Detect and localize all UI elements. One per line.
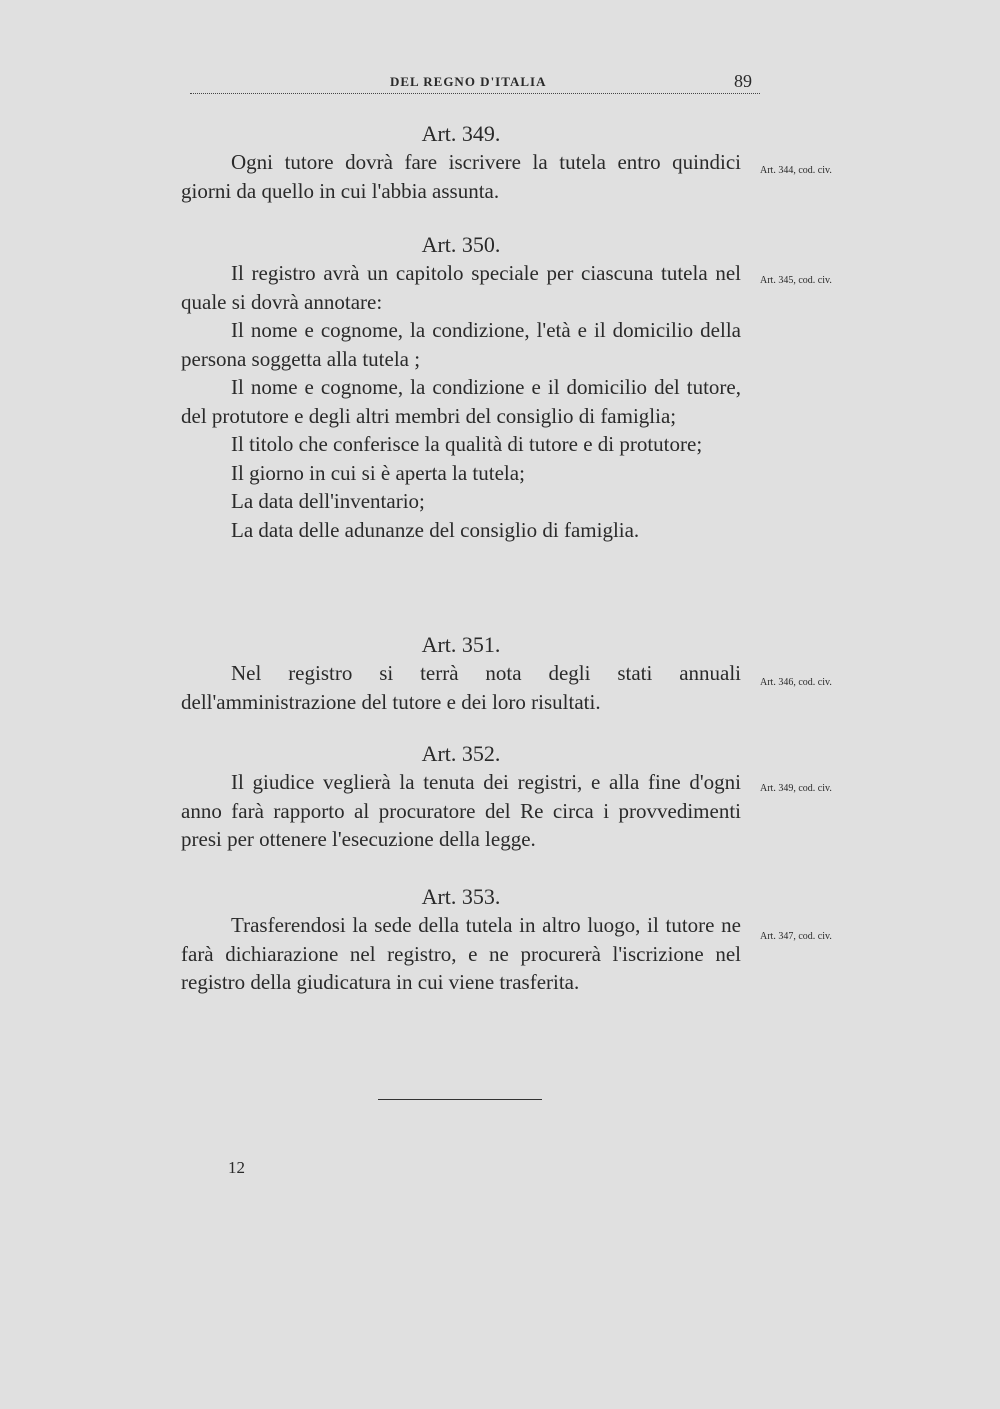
article-heading: Art. 351. — [421, 632, 501, 657]
article-heading: Art. 352. — [421, 741, 501, 766]
article-paragraph: Il registro avrà un capitolo speciale per ciascuna tutela nel quale si dovrà annotare: — [181, 261, 741, 314]
margin-reference: Art. 345, cod. civ. — [760, 275, 832, 286]
article-paragraph: Il giorno in cui si è aperta la tutela; — [231, 460, 525, 485]
article-352 — [181, 740, 741, 854]
article-paragraph: La data delle adunanze del consiglio di famiglia. — [231, 517, 640, 542]
signature-mark: 12 — [228, 1158, 245, 1177]
article-heading: Art. 353. — [421, 884, 501, 909]
page-number: 89 — [734, 71, 752, 91]
closing-rule — [378, 1099, 542, 1100]
article-paragraph: Il nome e cognome, la condizione, l'età e il domicilio della persona soggetta alla tutela ; — [181, 318, 741, 371]
article-paragraph: Nel registro si terrà nota degli stati annuali dell'amministrazione del tutore e dei loro risultati. — [181, 661, 741, 714]
margin-reference: Art. 346, cod. civ. — [760, 677, 832, 688]
article-351 — [181, 631, 741, 716]
header-dotted-rule — [190, 93, 760, 94]
margin-reference: Art. 347, cod. civ. — [760, 931, 832, 942]
margin-reference: Art. 344, cod. civ. — [760, 165, 832, 176]
article-paragraph: La data dell'inventario; — [231, 489, 425, 513]
running-header — [190, 72, 760, 94]
article-paragraph: Il titolo che conferisce la qualità di tutore e di protutore; — [231, 432, 703, 456]
article-349 — [181, 120, 741, 205]
article-353 — [181, 883, 741, 997]
article-heading: Art. 350. — [421, 232, 501, 257]
article-paragraph: Il nome e cognome, la condizione e il domicilio del tutore, del protutore e degli altri membri del consiglio di famiglia; — [181, 375, 741, 428]
article-heading: Art. 349. — [421, 121, 501, 146]
article-350 — [181, 231, 741, 544]
article-paragraph: Il giudice veglierà la tenuta dei registri, e alla fine d'ogni anno farà rapporto al procuratore del Re circa i provvedimenti presi per ottenere l'esecuzione della legge. — [181, 770, 741, 851]
running-title: DEL REGNO D'ITALIA — [390, 74, 547, 89]
article-paragraph: Trasferendosi la sede della tutela in altro luogo, il tutore ne farà dichiarazione nel registro, e ne procurerà l'iscrizione nel registro della giudicatura in cui viene trasferita. — [181, 913, 741, 994]
margin-reference: Art. 349, cod. civ. — [760, 783, 832, 794]
article-paragraph: Ogni tutore dovrà fare iscrivere la tutela entro quindici giorni da quello in cui l'abbia assunta. — [181, 150, 741, 203]
